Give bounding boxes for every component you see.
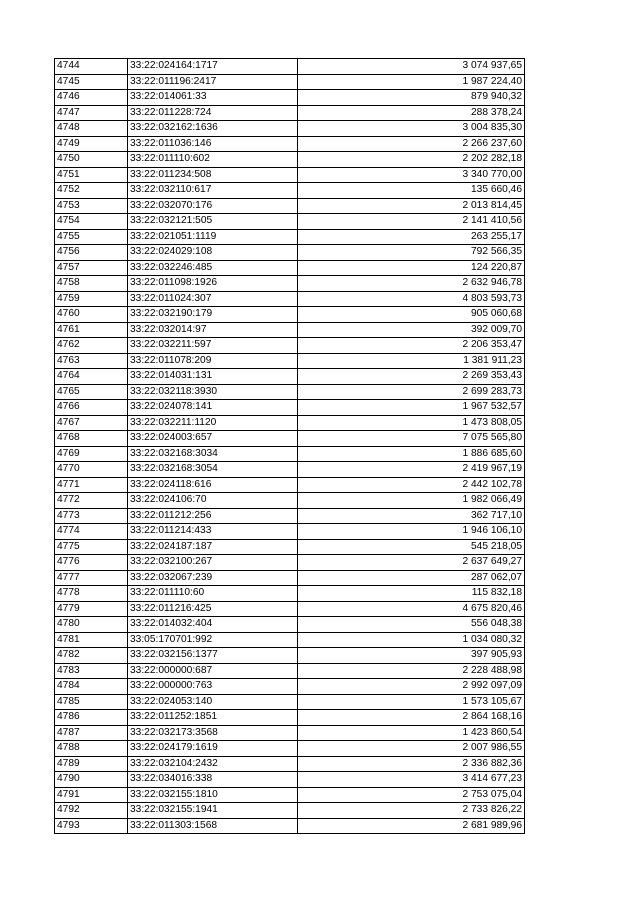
cadastral-value-cell: 135 660,46 xyxy=(298,183,525,199)
cadastral-value-cell: 3 340 770,00 xyxy=(298,167,525,183)
cadastral-value-cell: 2 632 946,78 xyxy=(298,276,525,292)
row-number-cell: 4748 xyxy=(55,121,128,137)
table-row xyxy=(55,74,525,90)
row-number-cell: 4781 xyxy=(55,632,128,648)
cadastral-value-cell: 287 062,07 xyxy=(298,570,525,586)
row-number-cell: 4778 xyxy=(55,586,128,602)
cadastral-value-cell: 3 004 835,30 xyxy=(298,121,525,137)
cadastral-number-cell: 33:22:024003:657 xyxy=(128,431,298,447)
cadastral-value-cell: 115 832,18 xyxy=(298,586,525,602)
table-row xyxy=(55,214,525,230)
row-number-cell: 4754 xyxy=(55,214,128,230)
cadastral-value-cell: 2 266 237,60 xyxy=(298,136,525,152)
cadastral-number-cell: 33:22:024164:1717 xyxy=(128,59,298,75)
cadastral-value-cell: 1 886 685,60 xyxy=(298,446,525,462)
cadastral-number-cell: 33:22:032156:1377 xyxy=(128,648,298,664)
cadastral-number-cell: 33:22:011196:2417 xyxy=(128,74,298,90)
table-row xyxy=(55,136,525,152)
table-row xyxy=(55,400,525,416)
cadastral-value-cell: 1 573 105,67 xyxy=(298,694,525,710)
table-row xyxy=(55,105,525,121)
table-row xyxy=(55,617,525,633)
table-row xyxy=(55,818,525,834)
cadastral-value-cell: 1 381 911,23 xyxy=(298,353,525,369)
cadastral-number-cell: 33:22:032211:597 xyxy=(128,338,298,354)
row-number-cell: 4765 xyxy=(55,384,128,400)
cadastral-value-cell: 397 905,93 xyxy=(298,648,525,664)
table-row xyxy=(55,307,525,323)
table-row xyxy=(55,772,525,788)
cadastral-value-cell: 4 803 593,73 xyxy=(298,291,525,307)
table-row xyxy=(55,725,525,741)
table-row xyxy=(55,787,525,803)
table-row xyxy=(55,679,525,695)
cadastral-value-cell: 2 336 882,36 xyxy=(298,756,525,772)
table-body xyxy=(55,59,525,834)
cadastral-number-cell: 33:22:032168:3034 xyxy=(128,446,298,462)
cadastral-number-cell: 33:22:011036:146 xyxy=(128,136,298,152)
cadastral-number-cell: 33:22:032104:2432 xyxy=(128,756,298,772)
cadastral-number-cell: 33:22:000000:687 xyxy=(128,663,298,679)
cadastral-value-cell: 1 987 224,40 xyxy=(298,74,525,90)
cadastral-value-cell: 2 753 075,04 xyxy=(298,787,525,803)
row-number-cell: 4769 xyxy=(55,446,128,462)
cadastral-value-cell: 2 442 102,78 xyxy=(298,477,525,493)
cadastral-value-cell: 2 202 282,18 xyxy=(298,152,525,168)
row-number-cell: 4770 xyxy=(55,462,128,478)
row-number-cell: 4787 xyxy=(55,725,128,741)
cadastral-number-cell: 33:22:032100:267 xyxy=(128,555,298,571)
cadastral-number-cell: 33:22:032118:3930 xyxy=(128,384,298,400)
cadastral-number-cell: 33:22:014032:404 xyxy=(128,617,298,633)
cadastral-number-cell: 33:22:011303:1568 xyxy=(128,818,298,834)
cadastral-value-cell: 2 699 283,73 xyxy=(298,384,525,400)
table-row xyxy=(55,415,525,431)
cadastral-value-cell: 3 414 677,23 xyxy=(298,772,525,788)
row-number-cell: 4780 xyxy=(55,617,128,633)
row-number-cell: 4758 xyxy=(55,276,128,292)
cadastral-value-cell: 2 141 410,56 xyxy=(298,214,525,230)
table-row xyxy=(55,152,525,168)
row-number-cell: 4755 xyxy=(55,229,128,245)
row-number-cell: 4777 xyxy=(55,570,128,586)
cadastral-number-cell: 33:05:170701:992 xyxy=(128,632,298,648)
cadastral-number-cell: 33:22:024179:1619 xyxy=(128,741,298,757)
cadastral-value-cell: 1 982 066,49 xyxy=(298,493,525,509)
cadastral-value-cell: 792 566,35 xyxy=(298,245,525,261)
cadastral-value-cell: 556 048,38 xyxy=(298,617,525,633)
table-row xyxy=(55,741,525,757)
cadastral-number-cell: 33:22:011110:60 xyxy=(128,586,298,602)
row-number-cell: 4771 xyxy=(55,477,128,493)
table-row xyxy=(55,338,525,354)
table-row xyxy=(55,198,525,214)
cadastral-value-cell: 1 473 808,05 xyxy=(298,415,525,431)
cadastral-value-cell: 3 074 937,65 xyxy=(298,59,525,75)
row-number-cell: 4747 xyxy=(55,105,128,121)
table-row xyxy=(55,601,525,617)
row-number-cell: 4762 xyxy=(55,338,128,354)
cadastral-value-cell: 392 009,70 xyxy=(298,322,525,338)
cadastral-number-cell: 33:22:011078:209 xyxy=(128,353,298,369)
cadastral-value-cell: 7 075 565,80 xyxy=(298,431,525,447)
table-row xyxy=(55,90,525,106)
cadastral-value-cell: 2 419 967,19 xyxy=(298,462,525,478)
row-number-cell: 4764 xyxy=(55,369,128,385)
table-row xyxy=(55,648,525,664)
row-number-cell: 4779 xyxy=(55,601,128,617)
table-row xyxy=(55,493,525,509)
row-number-cell: 4750 xyxy=(55,152,128,168)
cadastral-number-cell: 33:22:014061:33 xyxy=(128,90,298,106)
row-number-cell: 4768 xyxy=(55,431,128,447)
cadastral-number-cell: 33:22:032162:1636 xyxy=(128,121,298,137)
table-row xyxy=(55,260,525,276)
row-number-cell: 4756 xyxy=(55,245,128,261)
cadastral-number-cell: 33:22:011110:602 xyxy=(128,152,298,168)
row-number-cell: 4767 xyxy=(55,415,128,431)
table-row xyxy=(55,803,525,819)
row-number-cell: 4763 xyxy=(55,353,128,369)
cadastral-number-cell: 33:22:011212:256 xyxy=(128,508,298,524)
cadastral-number-cell: 33:22:032155:1810 xyxy=(128,787,298,803)
row-number-cell: 4775 xyxy=(55,539,128,555)
table-row xyxy=(55,477,525,493)
table-row xyxy=(55,555,525,571)
row-number-cell: 4751 xyxy=(55,167,128,183)
row-number-cell: 4791 xyxy=(55,787,128,803)
row-number-cell: 4793 xyxy=(55,818,128,834)
cadastral-number-cell: 33:22:032173:3568 xyxy=(128,725,298,741)
row-number-cell: 4752 xyxy=(55,183,128,199)
row-number-cell: 4784 xyxy=(55,679,128,695)
row-number-cell: 4786 xyxy=(55,710,128,726)
row-number-cell: 4790 xyxy=(55,772,128,788)
table-row xyxy=(55,756,525,772)
table-row xyxy=(55,353,525,369)
cadastral-number-cell: 33:22:032211:1120 xyxy=(128,415,298,431)
row-number-cell: 4774 xyxy=(55,524,128,540)
row-number-cell: 4773 xyxy=(55,508,128,524)
row-number-cell: 4772 xyxy=(55,493,128,509)
table-row xyxy=(55,369,525,385)
cadastral-value-cell: 263 255,17 xyxy=(298,229,525,245)
row-number-cell: 4785 xyxy=(55,694,128,710)
table-row xyxy=(55,431,525,447)
cadastral-value-cell: 2 733 826,22 xyxy=(298,803,525,819)
table-row xyxy=(55,245,525,261)
cadastral-value-cell: 545 218,05 xyxy=(298,539,525,555)
cadastral-number-cell: 33:22:024053:140 xyxy=(128,694,298,710)
cadastral-number-cell: 33:22:032067:239 xyxy=(128,570,298,586)
cadastral-number-cell: 33:22:011098:1926 xyxy=(128,276,298,292)
table-row xyxy=(55,59,525,75)
row-number-cell: 4744 xyxy=(55,59,128,75)
cadastral-number-cell: 33:22:032110:617 xyxy=(128,183,298,199)
cadastral-value-cell: 1 034 080,32 xyxy=(298,632,525,648)
table-row xyxy=(55,229,525,245)
table-row xyxy=(55,524,525,540)
cadastral-number-cell: 33:22:021051:1119 xyxy=(128,229,298,245)
row-number-cell: 4746 xyxy=(55,90,128,106)
row-number-cell: 4749 xyxy=(55,136,128,152)
cadastral-number-cell: 33:22:011024:307 xyxy=(128,291,298,307)
cadastral-number-cell: 33:22:032190:179 xyxy=(128,307,298,323)
table-row xyxy=(55,291,525,307)
cadastral-value-cell: 879 940,32 xyxy=(298,90,525,106)
table-row xyxy=(55,167,525,183)
cadastral-value-cell: 2 007 986,55 xyxy=(298,741,525,757)
table-row xyxy=(55,462,525,478)
row-number-cell: 4745 xyxy=(55,74,128,90)
cadastral-value-table xyxy=(54,58,525,834)
cadastral-value-cell: 2 013 814,45 xyxy=(298,198,525,214)
cadastral-number-cell: 33:22:014031:131 xyxy=(128,369,298,385)
cadastral-value-cell: 2 228 488,98 xyxy=(298,663,525,679)
cadastral-value-cell: 905 060,68 xyxy=(298,307,525,323)
cadastral-value-cell: 2 269 353,43 xyxy=(298,369,525,385)
table-row xyxy=(55,276,525,292)
table-row xyxy=(55,586,525,602)
cadastral-number-cell: 33:22:011228:724 xyxy=(128,105,298,121)
cadastral-number-cell: 33:22:032014:97 xyxy=(128,322,298,338)
table-row xyxy=(55,570,525,586)
cadastral-value-cell: 1 946 106,10 xyxy=(298,524,525,540)
cadastral-number-cell: 33:22:032070:176 xyxy=(128,198,298,214)
cadastral-number-cell: 33:22:024106:70 xyxy=(128,493,298,509)
row-number-cell: 4783 xyxy=(55,663,128,679)
cadastral-value-cell: 4 675 820,46 xyxy=(298,601,525,617)
table-row xyxy=(55,710,525,726)
cadastral-number-cell: 33:22:032121:505 xyxy=(128,214,298,230)
cadastral-number-cell: 33:22:011216:425 xyxy=(128,601,298,617)
table-row xyxy=(55,322,525,338)
document-page xyxy=(54,58,525,834)
cadastral-value-cell: 2 864 168,16 xyxy=(298,710,525,726)
row-number-cell: 4788 xyxy=(55,741,128,757)
cadastral-number-cell: 33:22:032168:3054 xyxy=(128,462,298,478)
row-number-cell: 4759 xyxy=(55,291,128,307)
row-number-cell: 4761 xyxy=(55,322,128,338)
cadastral-number-cell: 33:22:011234:508 xyxy=(128,167,298,183)
cadastral-value-cell: 362 717,10 xyxy=(298,508,525,524)
cadastral-number-cell: 33:22:024029:108 xyxy=(128,245,298,261)
table-row xyxy=(55,632,525,648)
cadastral-number-cell: 33:22:024078:141 xyxy=(128,400,298,416)
cadastral-value-cell: 2 992 097,09 xyxy=(298,679,525,695)
cadastral-value-cell: 1 967 532,57 xyxy=(298,400,525,416)
row-number-cell: 4766 xyxy=(55,400,128,416)
cadastral-number-cell: 33:22:032246:485 xyxy=(128,260,298,276)
cadastral-value-cell: 2 206 353,47 xyxy=(298,338,525,354)
cadastral-value-cell: 288 378,24 xyxy=(298,105,525,121)
row-number-cell: 4760 xyxy=(55,307,128,323)
table-row xyxy=(55,694,525,710)
cadastral-value-cell: 2 681 989,96 xyxy=(298,818,525,834)
cadastral-number-cell: 33:22:000000:763 xyxy=(128,679,298,695)
table-row xyxy=(55,446,525,462)
cadastral-value-cell: 124 220,87 xyxy=(298,260,525,276)
row-number-cell: 4789 xyxy=(55,756,128,772)
table-row xyxy=(55,508,525,524)
row-number-cell: 4776 xyxy=(55,555,128,571)
row-number-cell: 4782 xyxy=(55,648,128,664)
table-row xyxy=(55,183,525,199)
row-number-cell: 4757 xyxy=(55,260,128,276)
table-row xyxy=(55,663,525,679)
cadastral-number-cell: 33:22:032155:1941 xyxy=(128,803,298,819)
table-row xyxy=(55,121,525,137)
cadastral-number-cell: 33:22:011214:433 xyxy=(128,524,298,540)
cadastral-value-cell: 2 637 649,27 xyxy=(298,555,525,571)
cadastral-number-cell: 33:22:024187:187 xyxy=(128,539,298,555)
row-number-cell: 4792 xyxy=(55,803,128,819)
cadastral-number-cell: 33:22:034016:338 xyxy=(128,772,298,788)
cadastral-number-cell: 33:22:024118:616 xyxy=(128,477,298,493)
table-row xyxy=(55,384,525,400)
table-row xyxy=(55,539,525,555)
cadastral-number-cell: 33:22:011252:1851 xyxy=(128,710,298,726)
row-number-cell: 4753 xyxy=(55,198,128,214)
cadastral-value-cell: 1 423 860,54 xyxy=(298,725,525,741)
